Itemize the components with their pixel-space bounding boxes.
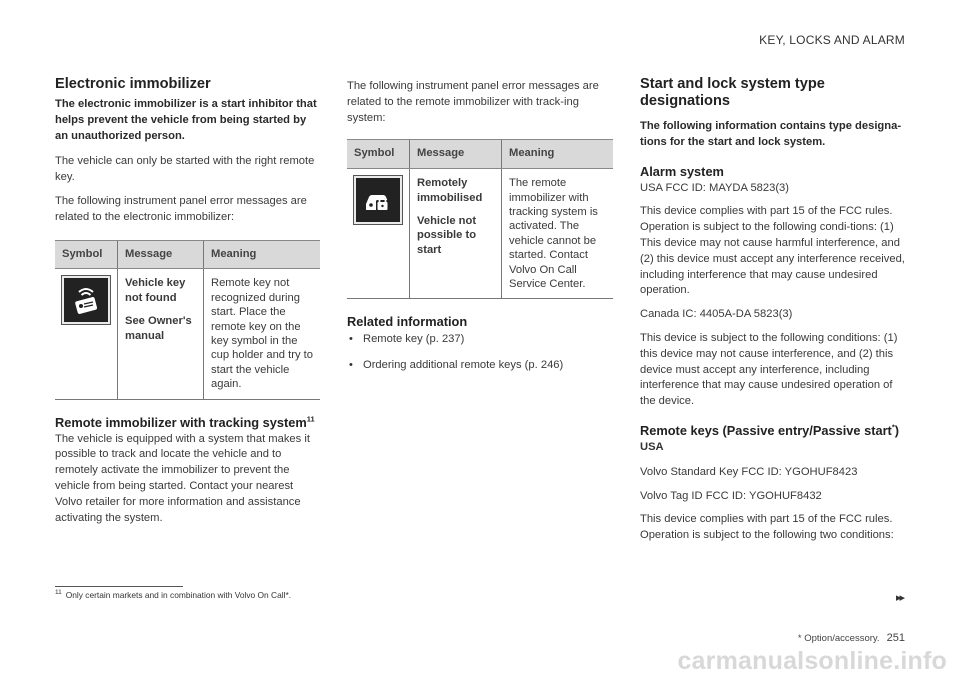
paragraph: Volvo Tag ID FCC ID: YGOHUF8432 xyxy=(640,489,822,502)
footnote-ref: 11 xyxy=(306,414,315,424)
footnote-divider xyxy=(55,586,183,587)
paragraph: This device complies with part 15 of the FCC rules. Operation is subject to the following condi-tions: (1) This device may not cause harmful interference, and (2) this device must accept any interference received, including interference that may cause undesired operation. xyxy=(640,205,905,297)
option-marker: * xyxy=(891,422,895,432)
section-title-type-designations: Start and lock system type designations xyxy=(640,76,825,109)
remote-immobilizer-message-table xyxy=(347,139,613,299)
message-text: Vehicle not possible to start xyxy=(417,215,477,256)
message-cell xyxy=(118,269,204,399)
symbol-cell xyxy=(55,269,118,399)
footnote: $^{11}$ Only certain markets and in combination with Volvo On Call*. xyxy=(55,589,292,600)
message-text: See Owner's manual xyxy=(125,315,192,342)
table-header-meaning: Meaning xyxy=(204,240,321,269)
running-header: KEY, LOCKS AND ALARM xyxy=(759,33,905,47)
section-title-related-information: Related information xyxy=(347,314,468,330)
related-links-list xyxy=(347,332,613,374)
intro-bold-text: The electronic immobilizer is a start inhibitor that helps prevent the vehicle from being started by an unauthorized person. xyxy=(55,98,317,142)
paragraph: USA FCC ID: MAYDA 5823(3) xyxy=(640,181,790,194)
table-header-meaning: Meaning xyxy=(502,140,614,169)
paragraph: Volvo Standard Key FCC ID: YGOHUF8423 xyxy=(640,465,858,478)
paragraph: The following instrument panel error messages are related to the electronic immobilizer: xyxy=(55,194,307,223)
related-link-ordering-keys[interactable]: • Ordering additional remote keys (p. 246) xyxy=(347,358,613,374)
meaning-cell: The remote immobilizer with tracking system is activated. The vehicle cannot be started. Contact Volvo On Call Service Center. xyxy=(502,169,614,299)
paragraph: The following instrument panel error messages are related to the remote immobilizer with track-ing system: xyxy=(347,80,599,124)
table-row xyxy=(347,169,613,299)
column-middle xyxy=(347,79,613,384)
page-footer xyxy=(798,632,905,644)
symbol-cell xyxy=(347,169,410,299)
section-title-alarm-system: Alarm system xyxy=(640,163,724,179)
key-card-symbol-icon xyxy=(62,276,110,324)
immobilizer-message-table xyxy=(55,240,320,400)
paragraph: This device complies with part 15 of the FCC rules. Operation is subject to the following two conditions: xyxy=(640,513,894,542)
message-cell xyxy=(410,169,502,299)
page-number: 251 xyxy=(886,632,905,644)
table-header-symbol: Symbol xyxy=(55,240,118,269)
intro-bold-text: The following information contains type designa-tions for the start and lock system. xyxy=(640,120,902,148)
table-header-symbol: Symbol xyxy=(347,140,410,169)
paragraph: The vehicle is equipped with a system that makes it possible to track and locate the vehicle and to remotely activate the immobilizer to prevent the vehicle from being started. Contact your nearest Volvo retailer for more information and assistance activating the system. xyxy=(55,432,310,524)
paragraph: This device is subject to the following conditions: (1) this device may not cause interference, and (2) this device must accept any interference, including interference that may cause undesired operation of the device. xyxy=(640,331,898,408)
table-header-message: Message xyxy=(410,140,502,169)
watermark: carmanualsonline.info xyxy=(677,647,947,675)
paragraph: The vehicle can only be started with the right remote key. xyxy=(55,155,315,184)
market-label: USA xyxy=(640,440,664,453)
section-title-electronic-immobilizer: Electronic immobilizer xyxy=(55,76,211,92)
section-title-remote-immobilizer: Remote immobilizer with tracking system$^{11}$ xyxy=(55,414,315,430)
column-left xyxy=(55,76,320,534)
message-text: Remotely immobilised xyxy=(417,177,483,204)
table-header-message: Message xyxy=(118,240,204,269)
table-row xyxy=(55,269,320,399)
related-link-remote-key[interactable]: • Remote key (p. 237) xyxy=(347,332,613,348)
paragraph: Canada IC: 4405A-DA 5823(3) xyxy=(640,308,793,321)
option-note: * Option/accessory. xyxy=(797,633,880,644)
message-text: Vehicle key not found xyxy=(125,277,186,304)
column-right xyxy=(640,76,905,552)
section-title-remote-keys: Remote keys (Passive entry/Passive start*) xyxy=(640,422,900,438)
meaning-cell: Remote key not recognized during start. Place the remote key on the key symbol in the cup holder and try to start the vehicle again. xyxy=(204,269,321,399)
padlock-car-symbol-icon xyxy=(354,176,402,224)
continue-arrows-icon: ▸▸ xyxy=(895,592,903,604)
